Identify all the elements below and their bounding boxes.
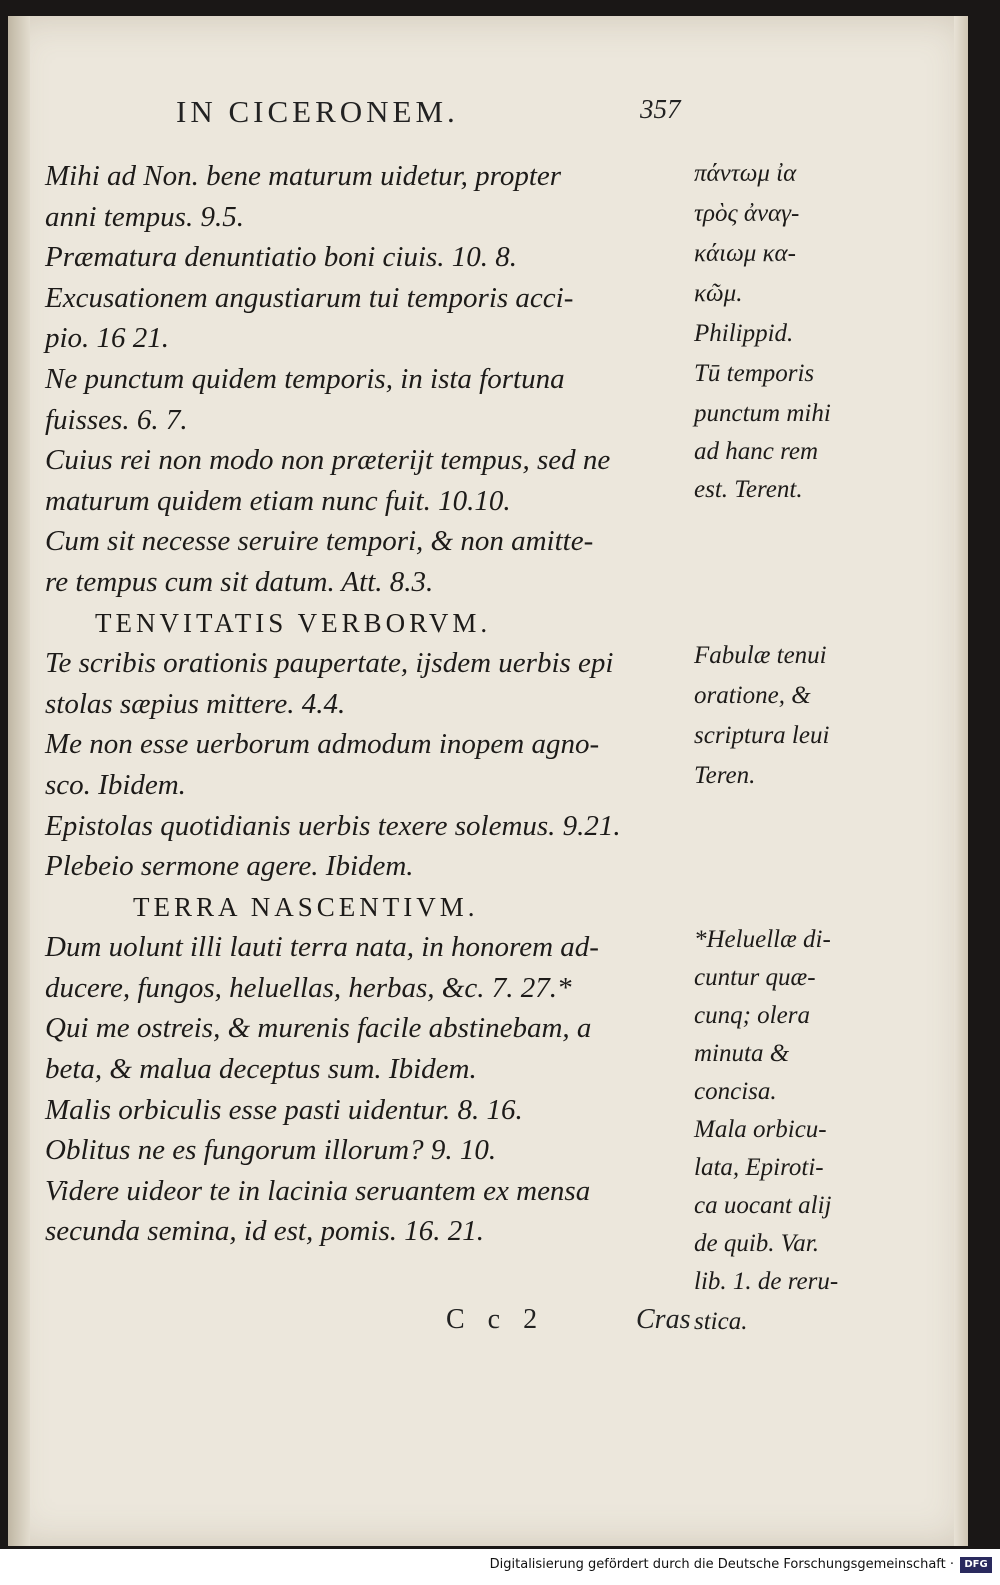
text-line: beta, & malua deceptus sum. Ibidem. <box>45 1053 477 1086</box>
text-line: anni tempus. 9.5. <box>45 200 244 233</box>
text-line: Videre uideor te in lacinia seruantem ex mensa <box>45 1174 591 1207</box>
text-line: Præmatura denuntiatio boni ciuis. 10. 8. <box>45 241 518 274</box>
margin-note: lib. 1. de reru- <box>694 1268 839 1295</box>
page-footer <box>8 1304 968 1344</box>
margin-note: κῶμ. <box>694 280 743 307</box>
margin-note: lata, Epiroti- <box>694 1154 824 1181</box>
book-page <box>8 16 968 1546</box>
funding-credit: Digitalisierung gefördert durch die Deutsche Forschungsgemeinschaft · <box>489 1557 954 1572</box>
signature-mark: C c 2 <box>446 1304 546 1335</box>
margin-note: Tū temporis <box>694 360 815 387</box>
text-line: Oblitus ne es fungorum illorum? 9. 10. <box>45 1134 497 1167</box>
text-line: Dum uolunt illi lauti terra nata, in honorem ad- <box>45 931 599 964</box>
text-line: sco. Ibidem. <box>45 768 186 801</box>
text-line: re tempus cum sit datum. Att. 8.3. <box>45 565 434 598</box>
page-number: 357 <box>640 94 681 124</box>
margin-note: *Heluellæ di- <box>694 926 831 953</box>
margin-note: minuta & <box>694 1040 790 1067</box>
margin-note: est. Terent. <box>694 476 803 503</box>
dfg-logo: DFG <box>960 1557 992 1573</box>
text-line: stolas sæpius mittere. 4.4. <box>45 687 346 720</box>
margin-note: concisa. <box>694 1078 777 1105</box>
text-line: ducere, fungos, heluellas, herbas, &c. 7. 27.* <box>45 971 572 1004</box>
text-line: Me non esse uerborum admodum inopem agno- <box>45 728 600 761</box>
text-line: secunda semina, id est, pomis. 16. 21. <box>45 1215 484 1248</box>
margin-note: stica. <box>694 1308 748 1335</box>
margin-note: Teren. <box>694 762 756 789</box>
page-header <box>8 94 968 144</box>
text-line: Qui me ostreis, & murenis facile abstinebam, a <box>45 1012 592 1045</box>
margin-note: πάντωμ ἰα <box>694 160 797 187</box>
margin-note: cunq; olera <box>694 1002 810 1029</box>
text-line: Ne punctum quidem temporis, in ista fortuna <box>45 362 565 395</box>
margin-note: punctum mihi <box>694 400 831 427</box>
margin-note: Fabulæ tenui <box>694 642 827 669</box>
catchword: Cras <box>636 1304 691 1335</box>
text-line: Epistolas quotidianis uerbis texere solemus. 9.21. <box>45 809 621 842</box>
text-line: maturum quidem etiam nunc fuit. 10.10. <box>45 484 511 517</box>
text-line: Plebeio sermone agere. Ibidem. <box>45 850 414 883</box>
margin-note: Mala orbicu- <box>694 1116 827 1143</box>
margin-note: de quib. Var. <box>694 1230 819 1257</box>
main-text <box>45 156 695 1252</box>
section-heading-tenuitatis: TENVITATIS VERBORVM. <box>95 607 492 638</box>
margin-note: oratione, & <box>694 682 811 709</box>
section-heading-terra: TERRA NASCENTIVM. <box>133 891 479 922</box>
text-line: Te scribis orationis paupertate, ijsdem uerbis epi <box>45 647 614 680</box>
text-line: Malis orbiculis esse pasti uidentur. 8. 16. <box>45 1093 523 1126</box>
margin-note: cuntur quæ- <box>694 964 816 991</box>
running-head: IN CICERONEM. <box>176 94 459 129</box>
credit-bar <box>0 1549 1000 1585</box>
text-line: pio. 16 21. <box>45 322 170 355</box>
margin-note: τρὸς ἀναγ- <box>694 200 800 227</box>
text-line: Cum sit necesse seruire tempori, & non amitte- <box>45 525 594 558</box>
margin-note: ad hanc rem <box>694 438 819 465</box>
text-line: Mihi ad Non. bene maturum uidetur, propter <box>45 160 562 192</box>
margin-note: scriptura leui <box>694 722 830 749</box>
text-line: fuisses. 6. 7. <box>45 403 188 436</box>
margin-note: ca uocant alij <box>694 1192 832 1219</box>
margin-note: Philippid. <box>694 320 794 347</box>
text-line: Excusationem angustiarum tui temporis acci- <box>45 281 574 314</box>
margin-note: κάιωμ κα- <box>694 240 796 267</box>
text-line: Cuius rei non modo non præterijt tempus, sed ne <box>45 444 611 477</box>
